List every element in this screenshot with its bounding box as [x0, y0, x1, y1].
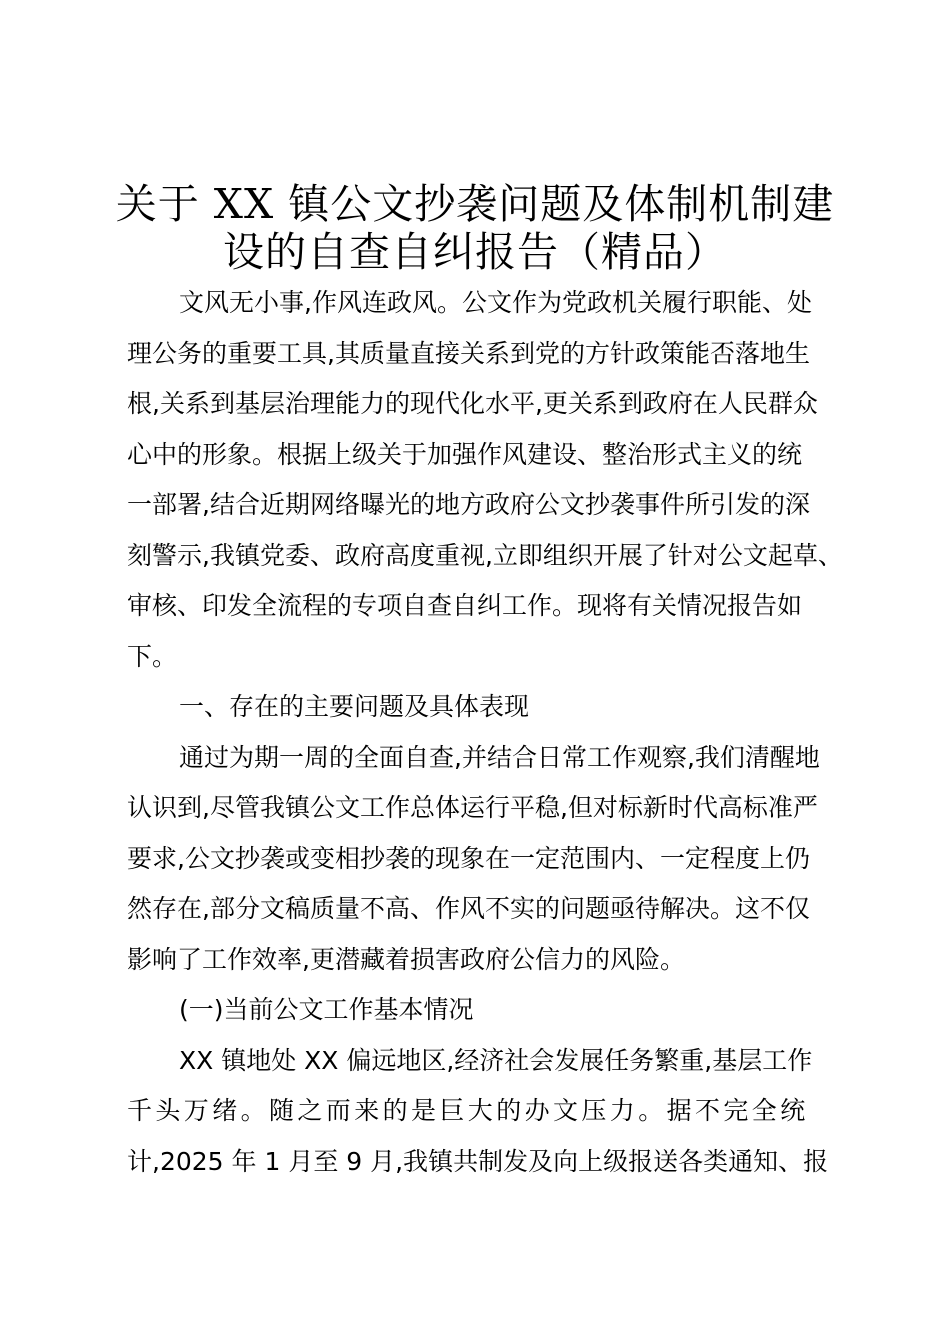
paragraph-line: 通过为期一周的全面自查,并结合日常工作观察,我们清醒地 — [179, 742, 820, 772]
paragraph-line: 文风无小事,作风连政风。公文作为党政机关履行职能、处 — [179, 288, 812, 317]
paragraph-line: 下。 — [127, 641, 178, 671]
paragraph-line: 影响了工作效率,更潜藏着损害政府公信力的风险。 — [127, 944, 685, 974]
paragraph-line: 理公务的重要工具,其质量直接关系到党的方针政策能否落地生 — [127, 338, 810, 368]
subsection-heading: (一)当前公文工作基本情况 — [179, 995, 474, 1024]
paragraph-line: 心中的形象。根据上级关于加强作风建设、整治形式主义的统 — [127, 439, 803, 469]
paragraph-line: 要求,公文抄袭或变相抄袭的现象在一定范围内、一定程度上仍 — [127, 843, 810, 873]
paragraph-line: 审核、印发全流程的专项自查自纠工作。现将有关情况报告如 — [127, 591, 803, 620]
title-line: 关于 XX 镇公文抄袭问题及体制机制建 — [115, 180, 835, 228]
title-line: 设的自查自纠报告（精品） — [223, 228, 727, 276]
paragraph-line: XX 镇地处 XX 偏远地区,经济社会发展任务繁重,基层工作 — [179, 1045, 813, 1075]
document-body — [127, 278, 843, 1187]
paragraph-line: 一部署,结合近期网络曝光的地方政府公文抄袭事件所引发的深 — [127, 490, 810, 519]
section-heading: 一、存在的主要问题及具体表现 — [179, 692, 530, 721]
paragraph-line: 计,2025 年 1 月至 9 月,我镇共制发及向上级报送各类通知、报 — [127, 1146, 829, 1176]
paragraph-line: 认识到,尽管我镇公文工作总体运行平稳,但对标新时代高标准严 — [127, 793, 818, 822]
paragraph-line: 千头万绪。随之而来的是巨大的办文压力。据不完全统 — [127, 1096, 809, 1125]
paragraph-line: 根,关系到基层治理能力的现代化水平,更关系到政府在人民群众 — [127, 389, 818, 418]
paragraph-line: 刻警示,我镇党委、政府高度重视,立即组织开展了针对公文起草、 — [127, 540, 843, 570]
document-title — [100, 180, 850, 276]
paragraph-line: 然存在,部分文稿质量不高、作风不实的问题亟待解决。这不仅 — [127, 894, 810, 923]
